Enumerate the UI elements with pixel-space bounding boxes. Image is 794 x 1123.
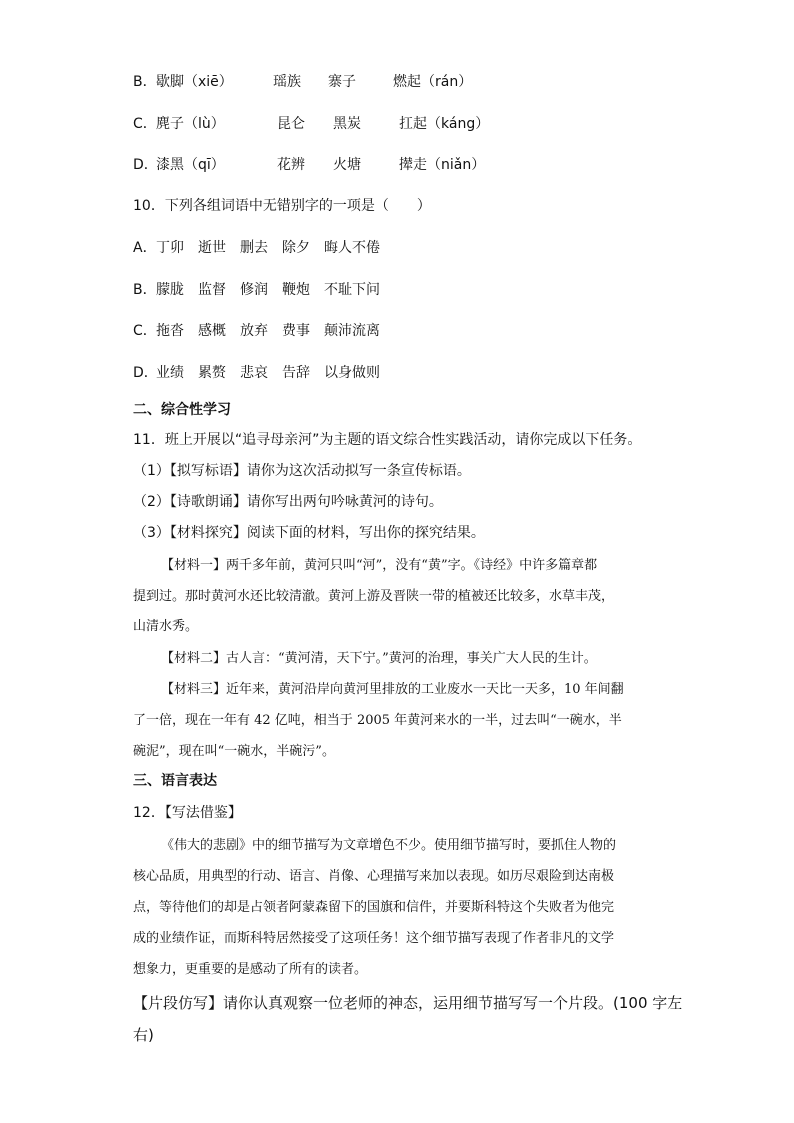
option-word: 瑶族 xyxy=(273,74,301,90)
section-heading: 二、综合性学习 xyxy=(133,402,231,418)
option-text: 丁卯 逝世 删去 除夕 晦人不倦 xyxy=(156,240,380,256)
q12-body-line: 点，等待他们的却是占领者阿蒙森留下的国旗和信件，并要斯科特这个失败者为他完 xyxy=(133,900,615,915)
option-text: 拖沓 感概 放弃 费事 颠沛流离 xyxy=(156,323,380,339)
q11-stem: 11．班上开展以“追寻母亲河”为主题的语文综合性实践活动，请你完成以下任务。 xyxy=(133,432,642,448)
q10-option-a xyxy=(133,238,433,258)
section-heading: 三、语言表达 xyxy=(133,773,217,789)
q11-task-2: （2）【诗歌朗诵】请你写出两句吟咏黄河的诗句。 xyxy=(133,494,443,510)
material-1-line: 提到过。那时黄河水还比较清澈。黄河上游及晋陕一带的植被还比较多，水草丰茂， xyxy=(133,589,615,604)
option-word: 歇脚（xiē） xyxy=(156,74,233,90)
q12-imitation-line: 【片段仿写】请你认真观察一位老师的神态，运用细节描写写一个片段。(100 字左 xyxy=(133,994,683,1012)
q10-stem: 10．下列各组词语中无错别字的一项是（ ） xyxy=(133,198,431,214)
option-label: B． xyxy=(133,74,157,90)
option-word: 扛起（káng） xyxy=(399,116,490,132)
material-3-line: 碗泥”，现在叫“一碗水，半碗污”。 xyxy=(133,744,335,759)
q9-option-c xyxy=(133,114,533,134)
q9-option-b xyxy=(133,72,533,92)
material-1-line: 山清水秀。 xyxy=(133,619,199,634)
option-word: 昆仑 xyxy=(277,116,305,132)
material-1-line: 【材料一】两千多年前，黄河只叫“河”，没有“黄”字。《诗经》中许多篇章都 xyxy=(161,558,598,573)
q12-title: 12．【写法借鉴】 xyxy=(133,805,242,821)
option-word: 漆黑（qī） xyxy=(156,157,225,173)
q11-task-3: （3）【材料探究】阅读下面的材料，写出你的探究结果。 xyxy=(133,525,485,541)
q12-body-line: 《伟大的悲剧》中的细节描写为文章增色不少。使用细节描写时，要抓住人物的 xyxy=(161,838,617,853)
q9-option-d xyxy=(133,155,533,175)
option-label: A． xyxy=(133,240,157,256)
option-label: D． xyxy=(133,365,158,381)
option-word: 火塘 xyxy=(333,157,361,173)
option-label: C． xyxy=(133,323,157,339)
option-word: 撵走（niǎn） xyxy=(399,157,486,173)
q10-option-b xyxy=(133,280,433,300)
option-word: 寨子 xyxy=(328,74,356,90)
material-3-line: 了一倍，现在一年有 42 亿吨，相当于 2005 年黄河来水的一半，过去叫“一碗水，半 xyxy=(133,713,622,728)
option-label: D． xyxy=(133,157,158,173)
option-word: 花辨 xyxy=(277,157,305,173)
q11-task-1: （1）【拟写标语】请你为这次活动拟写一条宣传标语。 xyxy=(133,463,471,479)
option-word: 麂子（lù） xyxy=(156,116,225,132)
q12-body-line: 成的业绩作证，而斯科特居然接受了这项任务！这个细节描写表现了作者非凡的文学 xyxy=(133,931,615,946)
q10-option-d xyxy=(133,363,433,383)
material-2-line: 【材料二】古人言：“黄河清，天下宁。”黄河的治理，事关广大人民的生计。 xyxy=(161,651,597,666)
q12-imitation-line: 右) xyxy=(133,1026,154,1044)
option-label: C． xyxy=(133,116,157,132)
q12-body-line: 核心品质，用典型的行动、语言、肖像、心理描写来加以表现。如历尽艰险到达南极 xyxy=(133,869,615,884)
option-text: 业绩 累赘 悲哀 告辞 以身做则 xyxy=(156,365,380,381)
option-label: B． xyxy=(133,282,157,298)
q12-body-line: 想象力，更重要的是感动了所有的读者。 xyxy=(133,962,368,977)
option-word: 燃起（rán） xyxy=(393,74,473,90)
material-3-line: 【材料三】近年来，黄河沿岸向黄河里排放的工业废水一天比一天多，10 年间翻 xyxy=(161,682,624,697)
option-text: 朦胧 监督 修润 鞭炮 不耻下问 xyxy=(156,282,380,298)
q10-option-c xyxy=(133,321,433,341)
option-word: 黑炭 xyxy=(333,116,361,132)
